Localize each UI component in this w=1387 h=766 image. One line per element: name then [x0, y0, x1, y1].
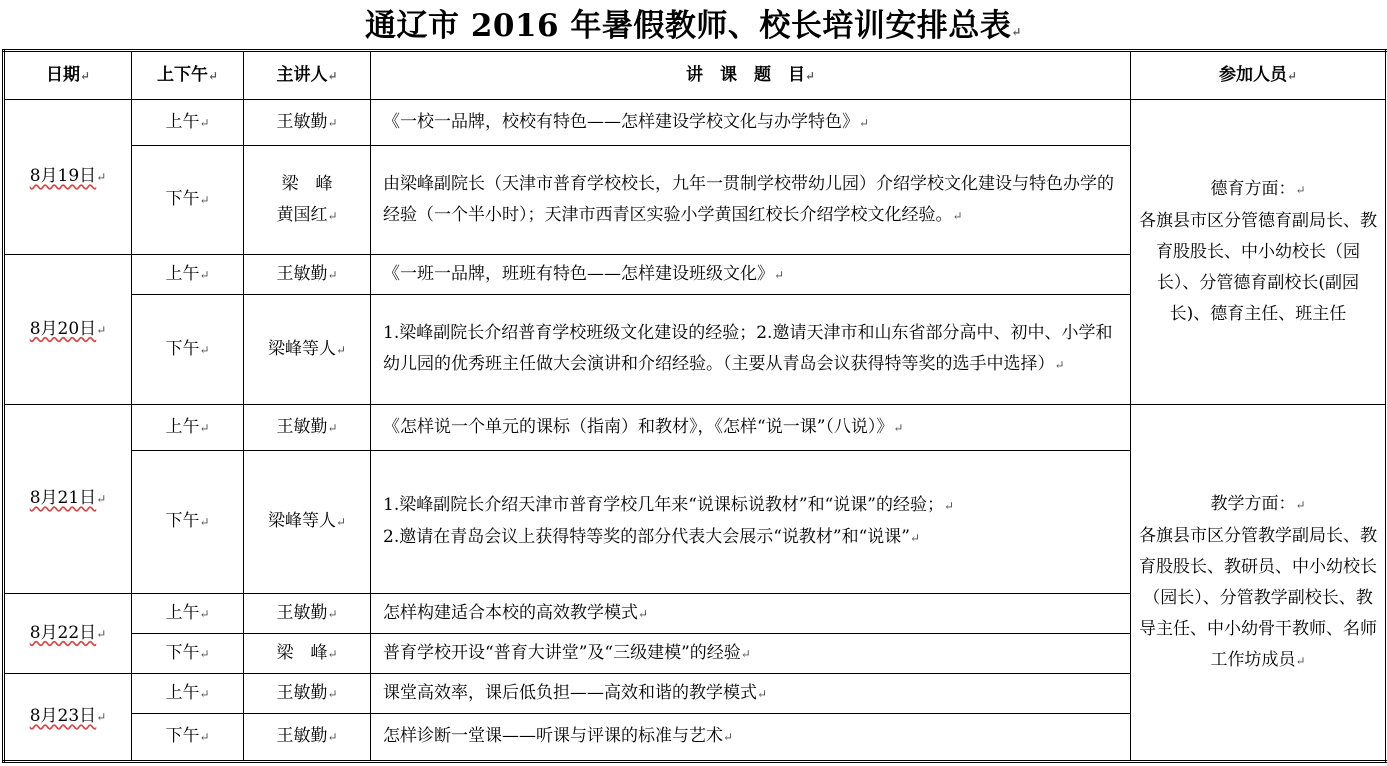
- period-cell: 下午↵: [132, 634, 244, 674]
- speaker-cell: 王敏勤↵: [244, 714, 371, 762]
- participants-heading: 德育方面：↵: [1210, 179, 1306, 199]
- speaker-cell: 梁峰等人↵: [244, 295, 371, 405]
- participants-heading: 教学方面：↵: [1210, 493, 1306, 514]
- period-cell: 上午↵: [132, 255, 244, 295]
- header-topic: 讲 课 题 目↵: [371, 51, 1131, 100]
- topic-cell: 《怎样说一个单元的课标（指南）和教材》，《怎样“说一课”（八说）》↵: [371, 405, 1131, 451]
- speaker-cell: 王敏勤↵: [244, 674, 371, 714]
- speaker-cell: 梁峰等人↵: [244, 451, 371, 594]
- participants-text: 各旗县市区分管德育副局长、教育股股长、中小幼校长（园长）、分管德育副校长(副园长)、德育主任、班主任: [1139, 211, 1377, 324]
- period-cell: 下午↵: [132, 146, 244, 255]
- speaker-name: 梁 峰: [281, 173, 333, 194]
- date-cell: 8月22日↵: [4, 594, 132, 674]
- period-cell: 下午↵: [132, 295, 244, 405]
- paragraph-mark: ↵: [1011, 25, 1022, 39]
- header-speaker: 主讲人↵: [244, 51, 371, 100]
- period-cell: 上午↵: [132, 594, 244, 634]
- participants-text: 各旗县市区分管教学副局长、教育股股长、教研员、中小幼校长（园长）、分管教学副校长、教导主任、中小幼骨干教师、名师工作坊成员: [1139, 525, 1377, 670]
- document-title: 通辽市 2016 年暑假教师、校长培训安排总表↵: [365, 8, 1022, 44]
- topic-cell: 由梁峰副院长（天津市普育学校校长，九年一贯制学校带幼儿园）介绍学校文化建设与特色办学的经验（一个半小时）；天津市西青区实验小学黄国红校长介绍学校文化经验。↵: [371, 146, 1131, 255]
- participants-teaching-cell: 教学方面：↵ 各旗县市区分管教学副局长、教育股股长、教研员、中小幼校长（园长）、分管教学副校长、教导主任、中小幼骨干教师、名师工作坊成员↵: [1131, 405, 1387, 762]
- topic-cell: 《一校一品牌，校校有特色——怎样建设学校文化与办学特色》↵: [371, 100, 1131, 146]
- header-date: 日期↵: [4, 51, 132, 100]
- topic-cell: 怎样诊断一堂课——听课与评课的标准与艺术↵: [371, 714, 1131, 762]
- period-cell: 上午↵: [132, 405, 244, 451]
- date-cell: 8月23日↵: [4, 674, 132, 762]
- speaker-cell: 王敏勤↵: [244, 594, 371, 634]
- topic-cell: 怎样构建适合本校的高效教学模式↵: [371, 594, 1131, 634]
- schedule-table: [2, 49, 1387, 763]
- participants-moral-cell: [1131, 100, 1387, 405]
- speaker-cell: 王敏勤↵: [244, 405, 371, 451]
- period-cell: 下午↵: [132, 451, 244, 594]
- header-participants: 参加人员↵: [1131, 51, 1387, 100]
- table-row: [4, 405, 1387, 451]
- period-cell: 上午↵: [132, 100, 244, 146]
- table-row: [4, 100, 1387, 146]
- date-cell: 8月21日↵: [4, 405, 132, 594]
- topic-cell: 1.梁峰副院长介绍普育学校班级文化建设的经验；2.邀请天津市和山东省部分高中、初中、小学和幼儿园的优秀班主任做大会演讲和介绍经验。（主要从青岛会议获得特等奖的选手中选择）↵: [371, 295, 1131, 405]
- speaker-name: 黄国红: [276, 204, 328, 225]
- date-cell: 8月20日↵: [4, 255, 132, 405]
- topic-cell: 普育学校开设“普育大讲堂”及“三级建模”的经验↵: [371, 634, 1131, 674]
- header-row: [4, 51, 1387, 100]
- speaker-cell: 王敏勤↵: [244, 255, 371, 295]
- topic-cell: 《一班一品牌，班班有特色——怎样建设班级文化》↵: [371, 255, 1131, 295]
- date-cell: 8月19日↵: [4, 100, 132, 255]
- topic-cell: 1.梁峰副院长介绍天津市普育学校几年来“说课标说教材”和“说课”的经验；↵ 2.邀请在青岛会议上获得特等奖的部分代表大会展示“说教材”和“说课”↵: [371, 451, 1131, 594]
- topic-cell: 课堂高效率，课后低负担——高效和谐的教学模式↵: [371, 674, 1131, 714]
- speaker-cell: 王敏勤↵: [244, 100, 371, 146]
- header-period: 上下午↵: [132, 51, 244, 100]
- period-cell: 上午↵: [132, 674, 244, 714]
- speaker-cell: 梁 峰 黄国红↵: [244, 146, 371, 255]
- speaker-cell: 梁 峰↵: [244, 634, 371, 674]
- period-cell: 下午↵: [132, 714, 244, 762]
